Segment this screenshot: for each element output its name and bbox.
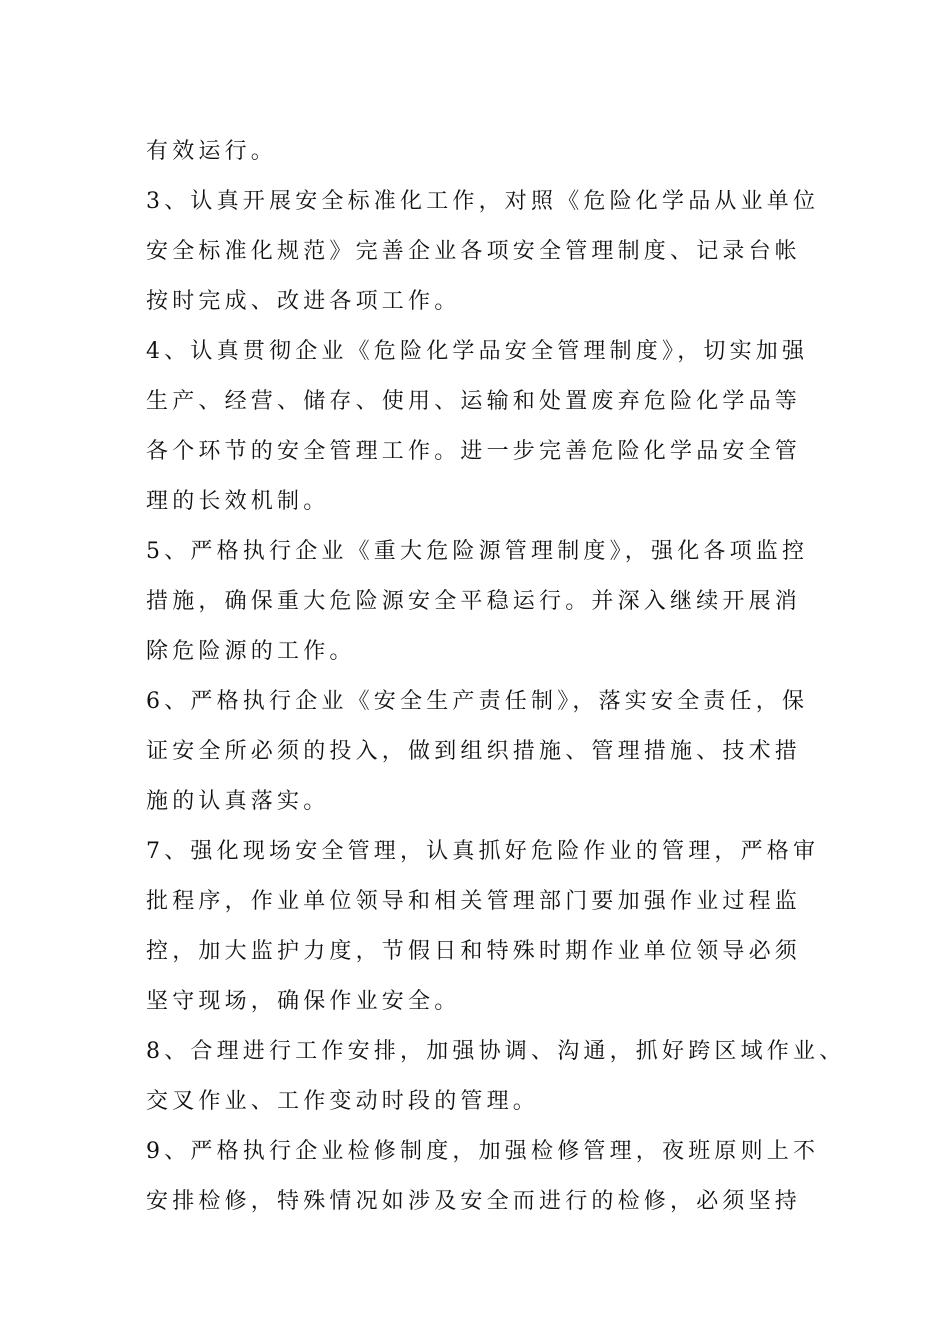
text-line: 除危险源的工作。 — [146, 639, 356, 664]
text-line: 8、合理进行工作安排，加强协调、沟通，抓好跨区域作业、 — [146, 1039, 846, 1064]
text-line: 各个环节的安全管理工作。进一步完善危险化学品安全管 — [146, 439, 802, 464]
text-line: 理的长效机制。 — [146, 489, 330, 514]
text-line: 4、认真贯彻企业《危险化学品安全管理制度》，切实加强 — [146, 339, 809, 364]
text-line: 按时完成、改进各项工作。 — [146, 289, 461, 314]
body-text — [146, 127, 846, 1227]
text-line: 安排检修，特殊情况如涉及安全而进行的检修，必须坚持 — [146, 1189, 802, 1214]
text-line: 7、强化现场安全管理，认真抓好危险作业的管理，严格审 — [146, 839, 820, 864]
text-line: 9、严格执行企业检修制度，加强检修管理，夜班原则上不 — [146, 1139, 820, 1164]
text-line: 安全标准化规范》完善企业各项安全管理制度、记录台帐 — [146, 239, 802, 264]
text-line: 生产、经营、储存、使用、运输和处置废弃危险化学品等 — [146, 389, 802, 414]
text-line: 6、严格执行企业《安全生产责任制》，落实安全责任，保 — [146, 689, 809, 714]
text-line: 有效运行。 — [146, 139, 278, 164]
text-line: 坚守现场，确保作业安全。 — [146, 989, 461, 1014]
text-line: 控，加大监护力度，节假日和特殊时期作业单位领导必须 — [146, 939, 802, 964]
text-line: 施的认真落实。 — [146, 789, 330, 814]
text-line: 证安全所必须的投入，做到组织措施、管理措施、技术措 — [146, 739, 802, 764]
text-line: 措施，确保重大危险源安全平稳运行。并深入继续开展消 — [146, 589, 802, 614]
text-line: 交叉作业、工作变动时段的管理。 — [146, 1089, 540, 1114]
text-line: 批程序，作业单位领导和相关管理部门要加强作业过程监 — [146, 889, 802, 914]
text-line: 3、认真开展安全标准化工作，对照《危险化学品从业单位 — [146, 189, 820, 214]
text-line: 5、严格执行企业《重大危险源管理制度》，强化各项监控 — [146, 539, 809, 564]
